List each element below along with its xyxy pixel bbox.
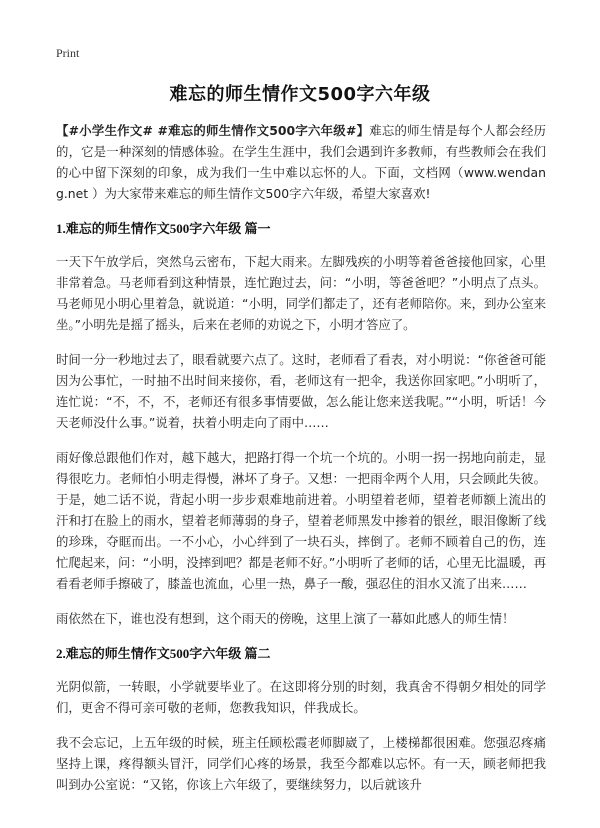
intro-text: 难忘的师生情是每个人都会经历的，它是一种深刻的情感体验。在学生生涯中，我们会遇到许多教师，有些教师会在我们的心中留下深刻的印象，成为我们一生中难以忘怀的人。下面，文档网（www.wendang.net ）为大家带来难忘的师生情作文500字六年级，希望大家喜欢! — [56, 123, 546, 201]
section-paragraph: 雨依然在下，谁也没有想到，这个雨天的傍晚，这里上演了一幕如此感人的师生情！ — [56, 611, 515, 626]
article-body — [56, 120, 546, 809]
section-paragraph: 时间一分一秒地过去了，眼看就要六点了。这时，老师看了看表，对小明说：“你爸爸可能因为公事忙，一时抽不出时间来接你，看，老师这有一把伞，我送你回家吧。”小明听了，连忙说：“不，不，不，老师还有很多事情要做，怎么能让您来送我呢。”“小明，听话！今天老师没什么事。”说着，扶着小明走向了雨中…… — [56, 352, 546, 430]
section-paragraph: 光阴似箭，一转眼，小学就要毕业了。在这即将分别的时刻，我真舍不得朝夕相处的同学们，更舍不得可亲可敬的老师，您教我知识，伴我成长。 — [56, 679, 546, 715]
section-paragraph: 一天下午放学后，突然乌云密布，下起大雨来。左脚残疾的小明等着爸爸接他回家，心里非常着急。马老师看到这种情景，连忙跑过去，问：“小明，等爸爸吧？”小明点了点头。马老师见小明心里着急，就说道：“小明，同学们都走了，还有老师陪你。来，到办公室来坐。”小明先是摇了摇头，后来在老师的劝说之下，小明才答应了。 — [56, 254, 546, 332]
section-heading: 2.难忘的师生情作文500字六年级 篇二 — [56, 646, 271, 661]
tag-list[interactable]: 【#小学生作文# #难忘的师生情作文500字六年级#】 — [56, 123, 370, 138]
section-paragraph: 雨好像总跟他们作对，越下越大，把路打得一个坑一个坑的。小明一拐一拐地向前走，显得很吃力。老师怕小明走得慢，淋坏了身子。又想：一把雨伞两个人用，只会顾此失彼。于是，她二话不说，背起小明一步步艰难地前进着。小明望着老师，望着老师额上流出的汗和打在脸上的雨水，望着老师薄弱的身子，望着老师黑发中掺着的银丝，眼泪像断了线的珍珠，夺眶而出。一不小心，小心绊到了一块石头，摔倒了。老师不顾着自己的伤，连忙爬起来，问：“小明，没摔到吧？都是老师不好。”小明听了老师的话，心里无比温暖，再看看老师手擦破了，膝盖也流血，心里一热，鼻子一酸，强忍住的泪水又流了出来…… — [56, 450, 546, 591]
print-link[interactable]: Print — [56, 46, 80, 60]
section-paragraph: 我不会忘记，上五年级的时候，班主任顾松霞老师脚崴了，上楼梯都很困难。您强忍疼痛坚持上课，疼得额头冒汗，同学们心疼的场景，我至今都难以忘怀。有一天，顾老师把我叫到办公室说：“又铭，你该上六年级了，要继续努力，以后就该升 — [56, 735, 546, 792]
intro-paragraph — [56, 120, 546, 204]
page-title: 难忘的师生情作文500字六年级 — [169, 84, 431, 105]
section-heading: 1.难忘的师生情作文500字六年级 篇一 — [56, 221, 271, 236]
